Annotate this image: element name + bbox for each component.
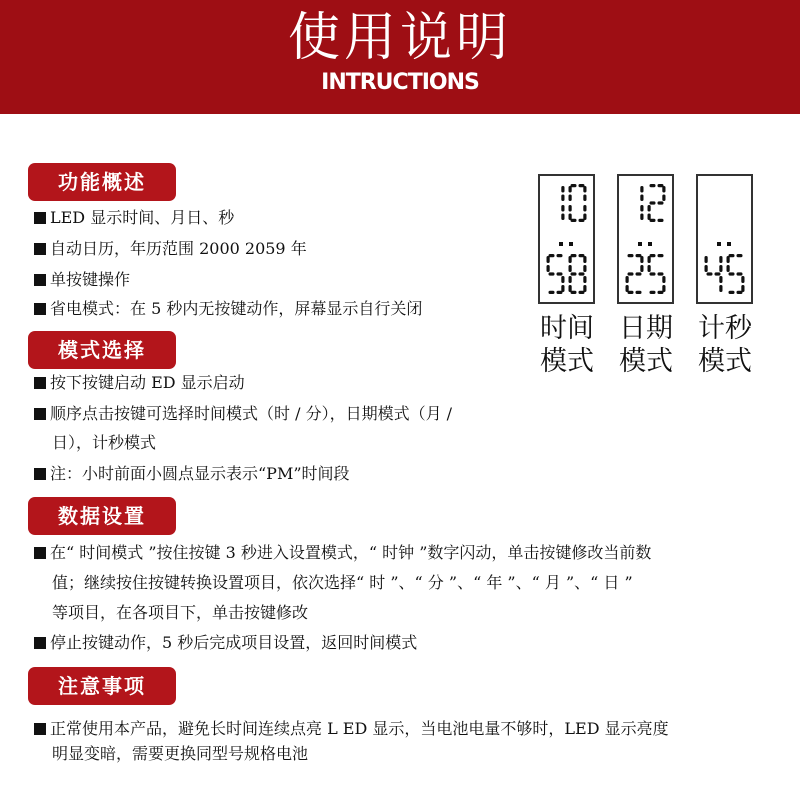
header-banner xyxy=(0,0,800,114)
led-segment xyxy=(583,214,586,221)
list-item: 按下按键启动 ED 显示启动 xyxy=(34,373,245,393)
led-segment xyxy=(561,276,564,283)
led-segment xyxy=(640,195,643,202)
led-segment xyxy=(719,265,722,272)
led-segment xyxy=(662,276,665,283)
led-segment xyxy=(662,285,665,292)
section-heading-features: 功能概述 xyxy=(28,163,176,201)
bullet-square-icon xyxy=(34,377,46,389)
bullet-square-icon xyxy=(34,723,46,735)
led-segment xyxy=(640,256,643,263)
led-segment xyxy=(650,201,656,204)
led-segment xyxy=(741,285,744,292)
section-heading-data-setting: 数据设置 xyxy=(28,497,176,535)
led-segment xyxy=(650,184,656,187)
led-segment xyxy=(719,285,722,292)
led-segment xyxy=(658,219,664,222)
led-segment xyxy=(648,205,651,212)
led-segment xyxy=(648,265,651,272)
led-segment xyxy=(561,205,564,212)
led-segment xyxy=(583,276,586,283)
led-segment xyxy=(561,285,564,292)
led-segment xyxy=(640,186,643,193)
led-segment xyxy=(640,265,643,272)
led-segment xyxy=(658,201,664,204)
led-segment xyxy=(561,214,564,221)
led-segment xyxy=(569,276,572,283)
led-segment xyxy=(662,186,665,193)
led-segment xyxy=(583,186,586,193)
list-item-continuation: 值；继续按住按键转换设置项目，依次选择“ 时 ”、“ 分 ”、“ 年 ”、“ 月 ”、“ 日 ” xyxy=(52,573,633,592)
led-segment xyxy=(640,205,643,212)
led-display-time-mode xyxy=(538,174,595,304)
led-segment xyxy=(719,256,722,263)
led-segment xyxy=(626,285,629,292)
led-segment xyxy=(561,195,564,202)
list-item: 自动日历，年历范围 2000 2059 年 xyxy=(34,239,307,259)
led-segment xyxy=(636,272,642,275)
led-segment xyxy=(569,214,572,221)
list-item: 停止按键动作，5 秒后完成项目设置，返回时间模式 xyxy=(34,633,417,653)
led-segment xyxy=(650,291,656,294)
page-title: 使用说明 xyxy=(287,8,512,68)
led-segment xyxy=(547,265,550,272)
bullet-square-icon xyxy=(34,212,46,224)
led-colon-dot xyxy=(727,242,731,246)
led-segment xyxy=(662,195,665,202)
led-colon-dot xyxy=(638,242,642,246)
list-item-continuation: 等项目，在各项目下，单击按键修改 xyxy=(52,603,309,622)
led-segment xyxy=(583,265,586,272)
led-segment xyxy=(636,291,642,294)
led-segment xyxy=(557,272,563,275)
led-segment xyxy=(727,256,730,263)
led-segment xyxy=(628,254,634,257)
led-segment xyxy=(549,272,555,275)
led-segment xyxy=(705,256,708,263)
bullet-square-icon xyxy=(34,468,46,480)
list-item: LED 显示时间、月日、秒 xyxy=(34,208,234,228)
list-item: 顺序点击按键可选择时间模式（时 / 分），日期模式（月 / xyxy=(34,404,452,424)
bullet-square-icon xyxy=(34,637,46,649)
bullet-square-icon xyxy=(34,408,46,420)
led-segment xyxy=(557,254,563,257)
led-digits-date xyxy=(619,176,672,302)
section-heading-notes: 注意事项 xyxy=(28,667,176,705)
led-segment xyxy=(648,214,651,221)
led-segment xyxy=(569,256,572,263)
led-segment xyxy=(569,265,572,272)
led-colon-dot xyxy=(717,242,721,246)
led-digits-seconds xyxy=(698,176,751,302)
led-segment xyxy=(571,272,577,275)
led-display-seconds-mode xyxy=(696,174,753,304)
led-segment xyxy=(561,186,564,193)
led-segment xyxy=(715,272,721,275)
list-item: 正常使用本产品，避免长时间连续点亮 L ED 显示，当电池电量不够时，LED 显示亮度 xyxy=(34,719,669,739)
led-segment xyxy=(583,205,586,212)
led-segment xyxy=(569,205,572,212)
led-segment xyxy=(658,254,664,257)
led-segment xyxy=(729,272,735,275)
led-segment xyxy=(719,276,722,283)
mode-label-seconds: 计秒 模式 xyxy=(698,313,752,377)
led-segment xyxy=(579,272,585,275)
list-item: 省电模式：在 5 秒内无按键动作，屏幕显示自行关闭 xyxy=(34,299,422,319)
led-segment xyxy=(650,272,656,275)
led-segment xyxy=(583,256,586,263)
led-segment xyxy=(626,276,629,283)
list-item: 在“ 时间模式 ”按住按键 3 秒进入设置模式，“ 时钟 ”数字闪动，单击按键修改当前数 xyxy=(34,543,651,563)
led-digits-time xyxy=(540,176,593,302)
led-segment xyxy=(628,272,634,275)
list-item-continuation: 明显变暗，需要更换同型号规格电池 xyxy=(52,744,309,763)
led-segment xyxy=(569,186,572,193)
led-segment xyxy=(583,285,586,292)
bullet-square-icon xyxy=(34,547,46,559)
led-segment xyxy=(583,195,586,202)
led-display-illustration xyxy=(536,172,760,382)
led-segment xyxy=(648,256,651,263)
mode-label-date: 日期 模式 xyxy=(619,313,673,377)
led-segment xyxy=(658,272,664,275)
led-segment xyxy=(549,291,555,294)
led-segment xyxy=(707,272,713,275)
led-segment xyxy=(729,291,735,294)
led-colon-dot xyxy=(569,242,573,246)
led-segment xyxy=(727,265,730,272)
led-segment xyxy=(569,285,572,292)
led-segment xyxy=(737,254,743,257)
section-heading-mode-select: 模式选择 xyxy=(28,331,176,369)
led-segment xyxy=(705,265,708,272)
page-subtitle: INTRUCTIONS xyxy=(321,70,479,95)
led-display-date-mode xyxy=(617,174,674,304)
led-segment xyxy=(737,272,743,275)
led-segment xyxy=(640,214,643,221)
bullet-square-icon xyxy=(34,243,46,255)
led-segment xyxy=(547,256,550,263)
led-colon-dot xyxy=(559,242,563,246)
led-colon-dot xyxy=(648,242,652,246)
list-item-continuation: 日），计秒模式 xyxy=(52,433,157,452)
list-item: 注：小时前面小圆点显示表示“PM”时间段 xyxy=(34,464,350,484)
led-segment xyxy=(569,195,572,202)
led-segment xyxy=(741,276,744,283)
bullet-square-icon xyxy=(34,303,46,315)
list-item: 单按键操作 xyxy=(34,270,130,290)
mode-label-time: 时间 模式 xyxy=(540,313,594,377)
bullet-square-icon xyxy=(34,274,46,286)
